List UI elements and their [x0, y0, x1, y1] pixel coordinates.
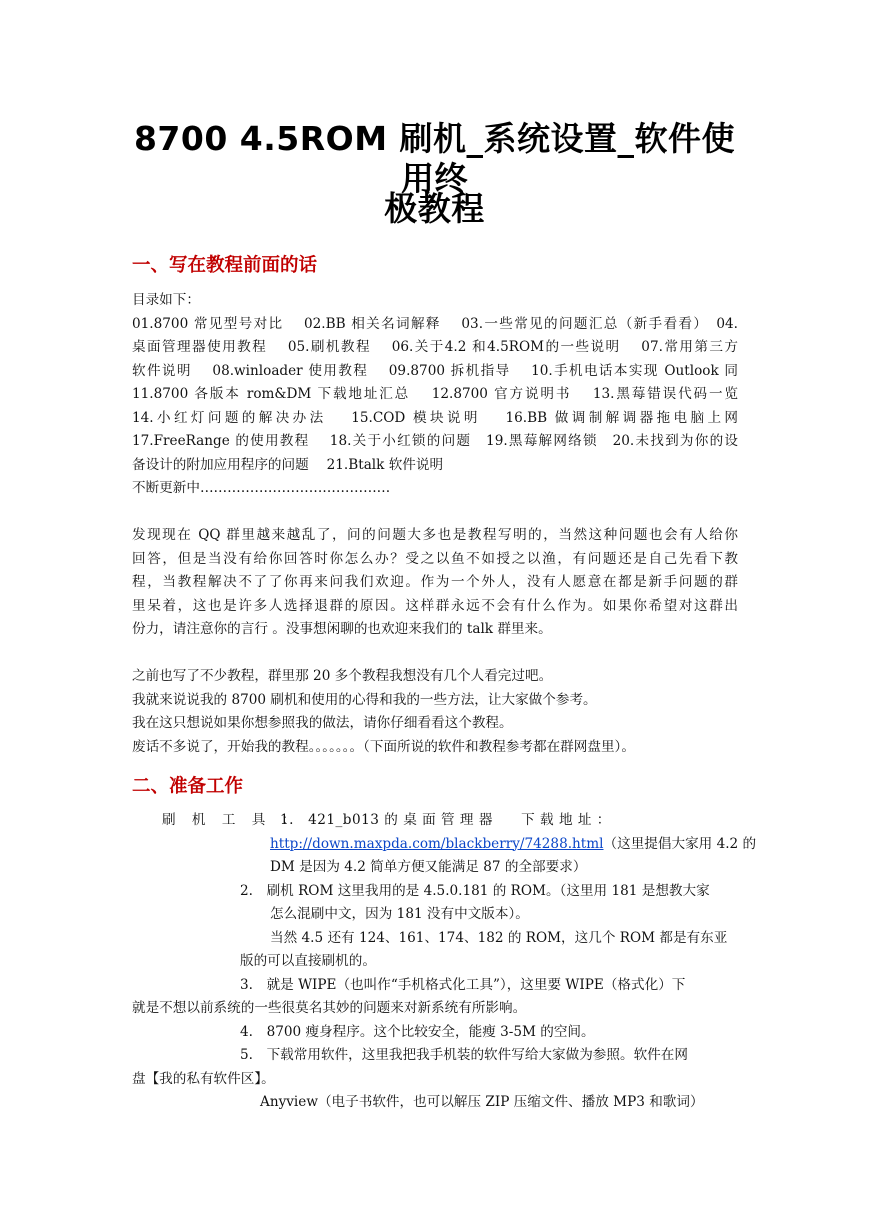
item-1-link-line — [132, 833, 757, 857]
tools-line — [132, 809, 738, 833]
toc-line: 备设计的附加应用程序的问题 21.Btalk 软件说明 — [132, 456, 444, 473]
toc-line: 17.FreeRange 的使用教程 18.关于小红锁的问题 19.黑莓解网络锁 20.未找到为你的设 — [132, 433, 738, 449]
paragraph-line: 份力，请注意你的言行 。没事想闲聊的也欢迎来我们的 talk 群里来。 — [132, 621, 552, 637]
item-1-link-suffix: （这里提倡大家用 4.2 的 — [603, 835, 757, 852]
item-2-line-4: 版的可以直接刷机的。 — [240, 953, 376, 969]
anyview-line: Anyview（电子书软件，也可以解压 ZIP 压缩文件、播放 MP3 和歌词） — [260, 1094, 704, 1110]
paragraph-line: 里呆着，这也是许多人选择退群的原因。这样群永远不会有什么作为。如果你希望对这群出 — [132, 597, 738, 614]
item-2-line-1: 2. 刷机 ROM 这里我用的是 4.5.0.181 的 ROM。（这里用 181 是想教大家 — [240, 882, 710, 899]
paragraph-line: 我在这只想说如果你想参照我的做法，请你仔细看看这个教程。 — [132, 715, 513, 731]
section-2-heading: 二、准备工作 — [132, 776, 244, 797]
paragraph-line: 之前也写了不少教程，群里那 20 多个教程我想没有几个人看完过吧。 — [132, 668, 553, 684]
item-2-line-2: 怎么混刷中文，因为 181 没有中文版本）。 — [270, 906, 529, 922]
toc-line: 14.小红灯问题的解决办法 15.COD 模块说明 16.BB 做调制解调器拖电脑上网 — [132, 409, 738, 426]
updating-note: 不断更新中…………………………………… — [132, 480, 391, 496]
section-1-heading: 一、写在教程前面的话 — [132, 255, 318, 276]
blank-line — [132, 501, 738, 525]
toc-line: 软件说明 08.winloader 使用教程 09.8700 拆机指导 10.手机电话本实现 Outlook 同 — [132, 362, 738, 379]
item-2-line-3: 当然 4.5 还有 124、161、174、182 的 ROM，这几个 ROM 都是有东亚 — [270, 929, 728, 946]
toc-line: 11.8700 各版本 rom&DM 下载地址汇总 12.8700 官方说明书 13.黑莓错误代码一览 — [132, 386, 738, 402]
document-title-line-1: 8700 4.5ROM 刷机_系统设置_软件使用终 — [133, 119, 736, 198]
document-title-line-2: 极教程 — [384, 189, 485, 228]
section-1-body — [132, 289, 738, 759]
paragraph-line: 回答，但是当没有给你回答时你怎么办？受之以鱼不如授之以渔，有问题还是自己先看下教 — [132, 550, 738, 567]
paragraph-line: 发现现在 QQ 群里越来越乱了，问的问题大多也是教程写明的，当然这种问题也会有人给你 — [132, 527, 738, 543]
item-1-prefix: 1. 421_b013 的 桌 面 管 理 器 下 载 地 址 ： — [280, 812, 611, 828]
download-link[interactable]: http://down.maxpda.com/blackberry/74288.html — [270, 835, 604, 852]
item-3-line-2: 就是不想以前系统的一些很莫名其妙的问题来对新系统有所影响。 — [132, 1000, 527, 1016]
item-5-line-1: 5. 下载常用软件，这里我把我手机装的软件写给大家做为参照。软件在网 — [240, 1047, 688, 1063]
item-3-line-1: 3. 就是 WIPE（也叫作“手机格式化工具”），这里要 WIPE（格式化）下 — [240, 976, 686, 993]
blank-line — [132, 642, 738, 666]
paragraph-line: 我就来说说我的 8700 刷机和使用的心得和我的一些方法，让大家做个参考。 — [132, 691, 597, 708]
paragraph-line: 废话不多说了，开始我的教程。。。。。。。（下面所说的软件和教程参考都在群网盘里）。 — [132, 738, 635, 755]
toc-line: 桌面管理器使用教程 05.刷机教程 06.关于4.2 和4.5ROM的一些说明 07.常用第三方 — [132, 339, 738, 355]
item-1-line-3: DM 是因为 4.2 简单方便又能满足 87 的全部要求） — [270, 859, 587, 875]
toc-line: 01.8700 常见型号对比 02.BB 相关名词解释 03.一些常见的问题汇总（新手看看） 04. — [132, 315, 738, 332]
item-5-line-2: 盘【我的私有软件区】。 — [132, 1070, 275, 1087]
section-2-body — [132, 809, 757, 1115]
tools-label: 刷 机 工 具 ： — [162, 812, 302, 828]
paragraph-line: 程，当教程解决不了了你再来问我们欢迎。作为一个外人，没有人愿意在都是新手问题的群 — [132, 574, 738, 590]
item-4: 4. 8700 瘦身程序。这个比较安全，能瘦 3-5M 的空间。 — [240, 1023, 595, 1040]
toc-label: 目录如下： — [132, 292, 200, 308]
